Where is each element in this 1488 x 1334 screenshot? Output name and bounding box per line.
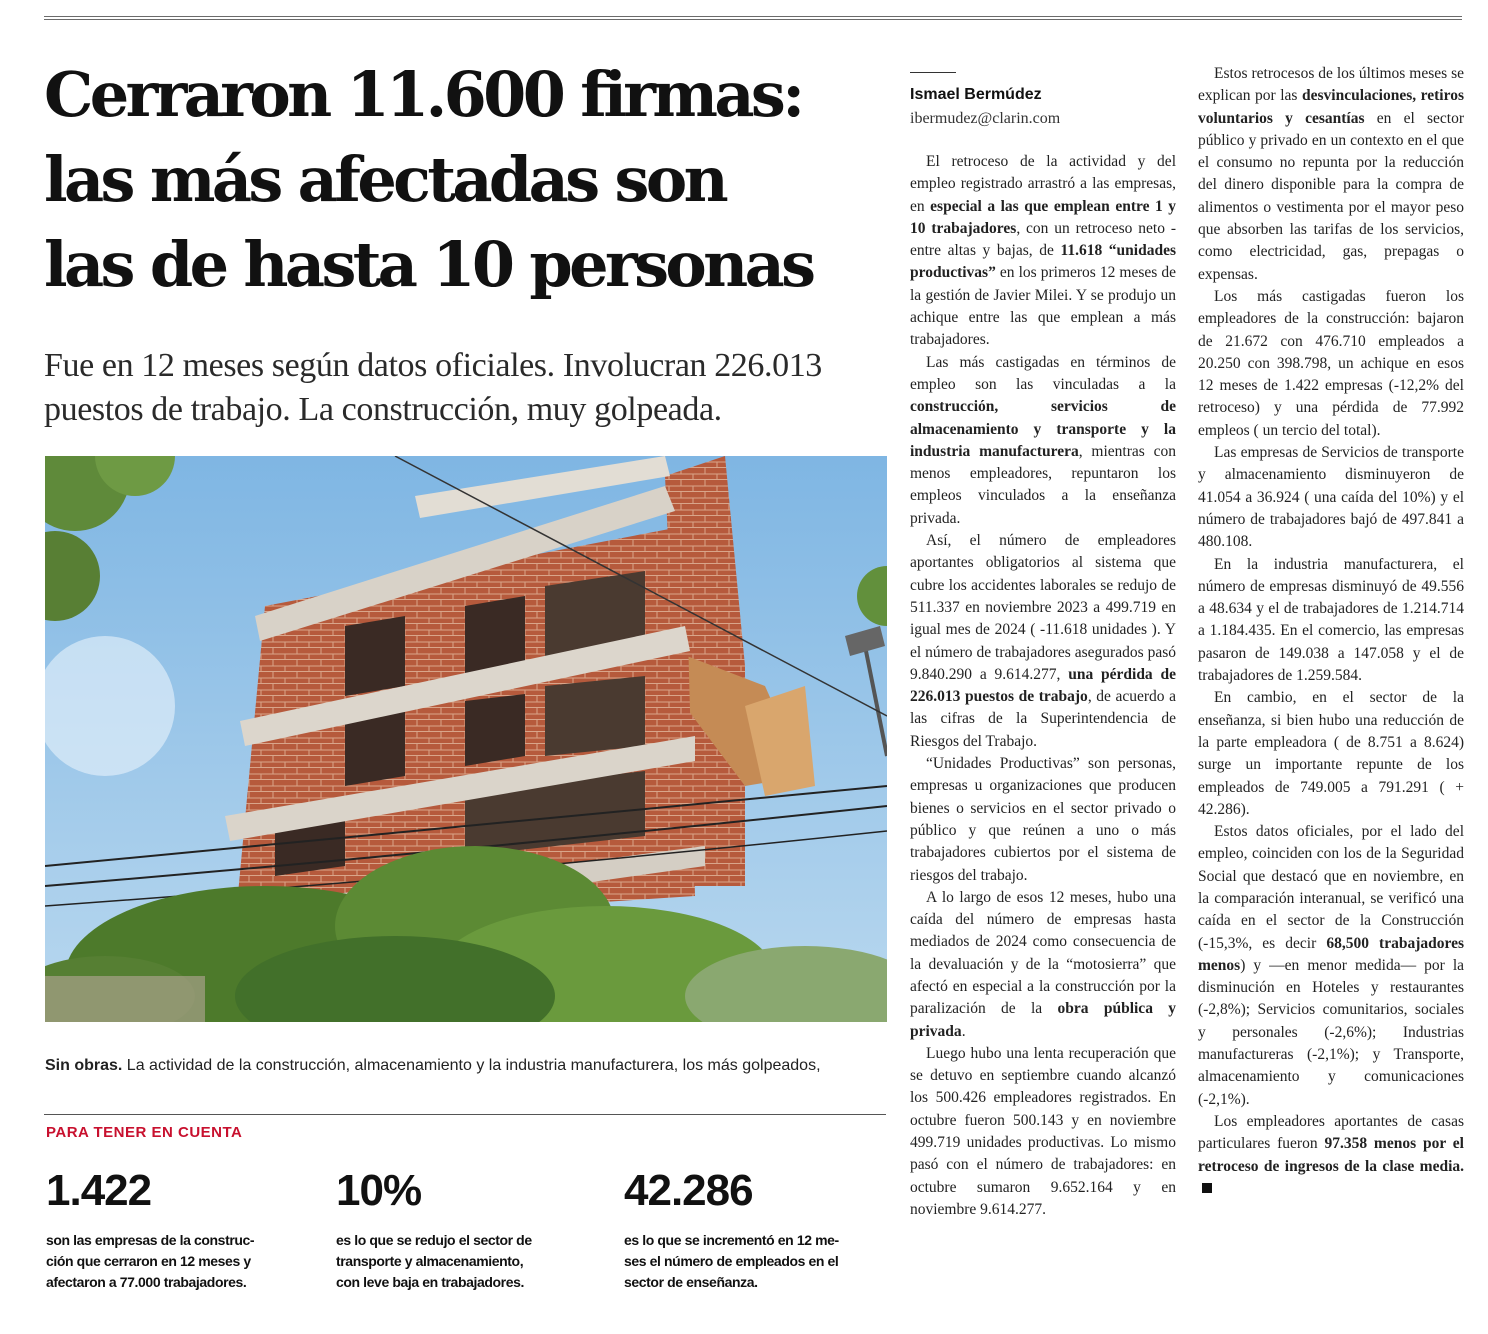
text-run: Los empleadores aportantes de casas particulares fueron [1198, 1112, 1464, 1153]
stat-description [336, 1230, 598, 1293]
headline-line: las de hasta 10 personas [44, 228, 813, 301]
stat-line: afectaron a 77.000 trabajadores. [46, 1274, 247, 1290]
headline [44, 52, 904, 307]
stat-line: es lo que se incrementó en 12 me- [624, 1232, 839, 1248]
headline-line: Cerraron 11.600 firmas: [44, 58, 802, 131]
stat-line: ses el número de empleados en el [624, 1253, 839, 1269]
stat-description [46, 1230, 308, 1293]
deck-line: Fue en 12 meses según datos oficiales. Involucran 226.013 [44, 347, 822, 384]
paragraph: “Unidades Productivas” son personas, empresas u organizaciones que producen bienes o servicios en el sector privado o público y que reúnen a uno o más trabajadores cubiertos por el sistema de riesgos del trabajo. [910, 755, 1176, 884]
bold-run: especial a las que emplean entre 1 y 10 trabajadores [910, 197, 1176, 237]
stat-value: 42.286 [624, 1166, 753, 1215]
paragraph [910, 530, 1176, 753]
paragraph: Los más castigadas fueron los empleadores de la construcción: bajaron de 21.672 con 476.710 empleados a 20.250 con 398.798, un achique en esos 12 meses de 1.422 empresas (-12,2% del retroceso) y una pérdida de 77.992 empleos ( un tercio del total). [1198, 287, 1464, 439]
stat-line: sector de enseñanza. [624, 1274, 758, 1290]
end-mark-icon [1202, 1183, 1212, 1193]
paragraph [1198, 1111, 1464, 1200]
deck-subheadline [44, 344, 894, 432]
bold-run: 11.618 “unidades productivas” [910, 242, 1176, 282]
stat-line: es lo que se redujo el sector de [336, 1232, 532, 1248]
text-run: en el sector público y privado en un contexto en el que el consumo no repunta por la reducción del dinero disponible para la compra de alimentos o vestimenta por el mayor peso que absorben las tarifas de los servicios, como electricidad, gas, prepagas o expensas. [1198, 109, 1465, 283]
paragraph: En la industria manufacturera, el número de empresas disminuyó de 49.556 a 48.634 y el de trabajadores de 1.214.714 a 1.184.435. En el comercio, las empresas pasaron de 149.038 a 147.058 y el de trabajadores de 1.259.584. [1198, 555, 1464, 685]
stat-line: con leve baja en trabajadores. [336, 1274, 524, 1290]
text-run: El retroceso de la actividad y del empleo registrado arrastró a las empresas, en [910, 153, 1176, 215]
text-run: , mientras con menos empleadores, repuntaron los empleos vinculados a la enseñanza privada. [910, 442, 1176, 527]
building-photo [45, 456, 887, 1022]
stat-description [624, 1230, 886, 1293]
headline-line: las más afectadas son [44, 143, 726, 216]
paragraph: Luego hubo una lenta recuperación que se detuvo en septiembre cuando alcanzó los 500.426 empleadores registrados. En octubre fueron 500.143 y en noviembre 499.719 unidades productivas. Lo mismo pasó con el número de trabajadores: en octubre sumaron 9.652.164 y en noviembre 9.614.277. [910, 1044, 1176, 1218]
text-run: en los primeros 12 meses de la gestión de Javier Milei. Y se produjo un achique entre las que emplean a más trabajadores. [910, 264, 1176, 349]
paragraph [910, 151, 1176, 352]
text-run: . [961, 1022, 966, 1040]
text-run: A lo largo de esos 12 meses, hubo una caída del número de empresas hasta mediados de 2024 como consecuencia de la devaluación y de la “motosierra” que afectó en especial a la construcción por la paralización de la [910, 888, 1176, 1018]
byline-name: Ismael Bermúdez [910, 86, 1042, 103]
paragraph: En cambio, en el sector de la enseñanza, si bien hubo una reducción de la parte empleadora ( de 8.751 a 8.624) surge un importante repunte de los empleados de 749.005 a 791.291 ( + 42.286). [1198, 689, 1464, 818]
deck-line: puestos de trabajo. La construcción, muy golpeada. [44, 391, 722, 428]
paragraph [1198, 63, 1464, 286]
caption-text: La actividad de la construcción, almacenamiento y la industria manufacturera, los más golpeados, [122, 1057, 821, 1074]
stat-line: son las empresas de la construc- [46, 1232, 255, 1248]
bold-run: 97.358 menos por el retroceso de ingresos de la clase media. [1198, 1135, 1464, 1175]
stat-block [336, 1164, 598, 1293]
bold-run: construcción, servicios de almacenamiento y transporte y la industria manufacturera [910, 398, 1176, 460]
text-run: ) y —en menor medida— por la disminución en Hoteles y restaurantes (-2,8%); Servicios comunitarios, sociales y personales (-2,6%); Industrias manufactureras (-2,1%); y Transporte, almacenamiento y comunicaciones (-2,1%). [1198, 956, 1464, 1108]
text-run: , con un retroceso neto - entre altas y bajas, de [910, 219, 1176, 260]
bold-run: desvinculaciones, retiros voluntarios y cesantías [1198, 87, 1464, 127]
paragraph [910, 887, 1176, 1043]
stat-block [624, 1164, 886, 1293]
stat-line: ción que cerraron en 12 meses y [46, 1253, 251, 1269]
text-run: Estos datos oficiales, por el lado del empleo, coinciden con los de la Seguridad Social que destacó que en noviembre, en la comparación interanual, se verificó una caída en el sector de la Construcción (-15,3%, es decir [1198, 823, 1464, 952]
article-column-2 [1198, 63, 1464, 1200]
stat-value: 10% [336, 1166, 422, 1215]
photo-caption [45, 1057, 895, 1075]
box-label: PARA TENER EN CUENTA [46, 1124, 243, 1141]
stat-value: 1.422 [46, 1166, 152, 1215]
text-run: Estos retrocesos de los últimos meses se explican por las [1198, 65, 1464, 105]
stat-block [46, 1164, 308, 1293]
byline-email[interactable]: ibermudez@clarin.com [910, 110, 1061, 127]
paragraph [1198, 821, 1464, 1111]
text-run: , de acuerdo a las cifras de la Superintendencia de Riesgos del Trabajo. [910, 688, 1177, 750]
byline-rule [910, 72, 956, 73]
top-rule [44, 16, 1462, 20]
text-run: Así, el número de empleadores aportantes obligatorios al sistema que cubre los accidentes laborales se redujo de 511.337 en noviembre 2023 a 499.719 en igual mes de 2024 ( -11.618 unidades ). Y el número de trabajadores asegurados pasó 9.840.290 a 9.614.277, [910, 532, 1176, 683]
bold-run: una pérdida de 226.013 puestos de trabajo [910, 665, 1176, 706]
paragraph: Las empresas de Servicios de transporte y almacenamiento disminuyeron de 41.054 a 36.924 ( una caída del 10%) y el número de trabajadores bajó de 497.841 a 480.108. [1198, 444, 1464, 551]
box-rule [44, 1114, 886, 1115]
text-run: Las más castigadas en términos de empleo son las vinculadas a la [910, 353, 1176, 393]
caption-lead: Sin obras. [45, 1057, 123, 1074]
bold-run: obra pública y privada [910, 1000, 1177, 1040]
bold-run: 68,500 trabajadores menos [1198, 934, 1464, 974]
article-column-1 [910, 151, 1176, 1221]
stat-line: transporte y almacenamiento, [336, 1253, 524, 1269]
paragraph [910, 352, 1176, 530]
